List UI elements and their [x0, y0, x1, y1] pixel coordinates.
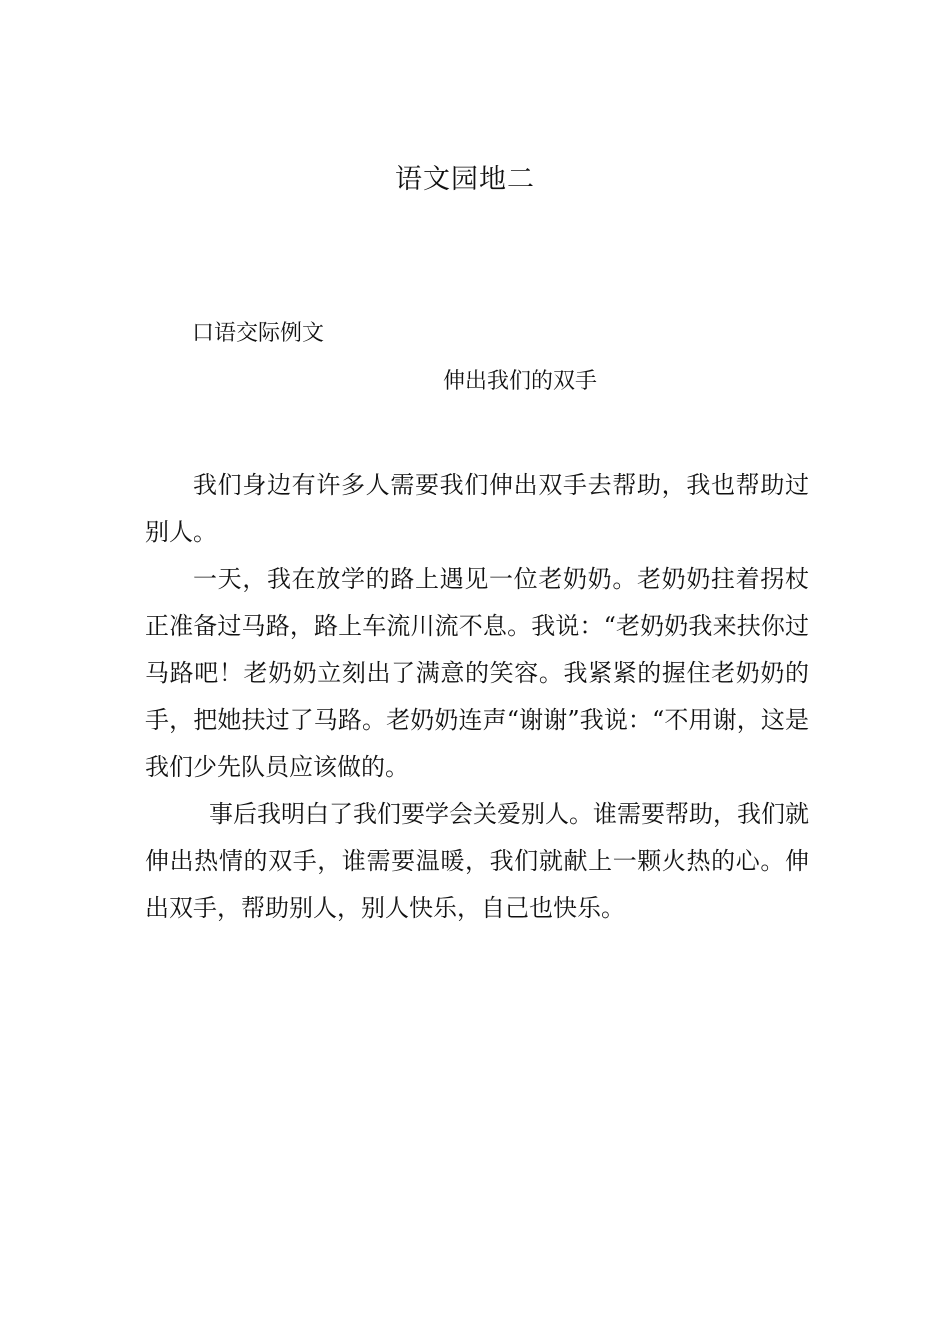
paragraph-3: 事后我明白了我们要学会关爱别人。谁需要帮助，我们就伸出热情的双手，谁需要温暖，我们就献上一颗火热的心。伸出双手，帮助别人，别人快乐，自己也快乐。 — [145, 800, 809, 922]
section-label: 口语交际例文 — [192, 321, 325, 346]
paragraph-1: 我们身边有许多人需要我们伸出双手去帮助，我也帮助过别人。 — [145, 471, 809, 546]
page-title: 语文园地二 — [395, 164, 535, 195]
essay-body — [145, 462, 809, 932]
essay-title: 伸出我们的双手 — [443, 369, 598, 394]
paragraph-2: 一天，我在放学的路上遇见一位老奶奶。老奶奶拄着拐杖正准备过马路，路上车流川流不息。我说：“老奶奶我来扶你过马路吧！老奶奶立刻出了满意的笑容。我紧紧的握住老奶奶的手，把她扶过了马路。老奶奶连声“谢谢”我说：“不用谢，这是我们少先队员应该做的。 — [145, 565, 809, 781]
